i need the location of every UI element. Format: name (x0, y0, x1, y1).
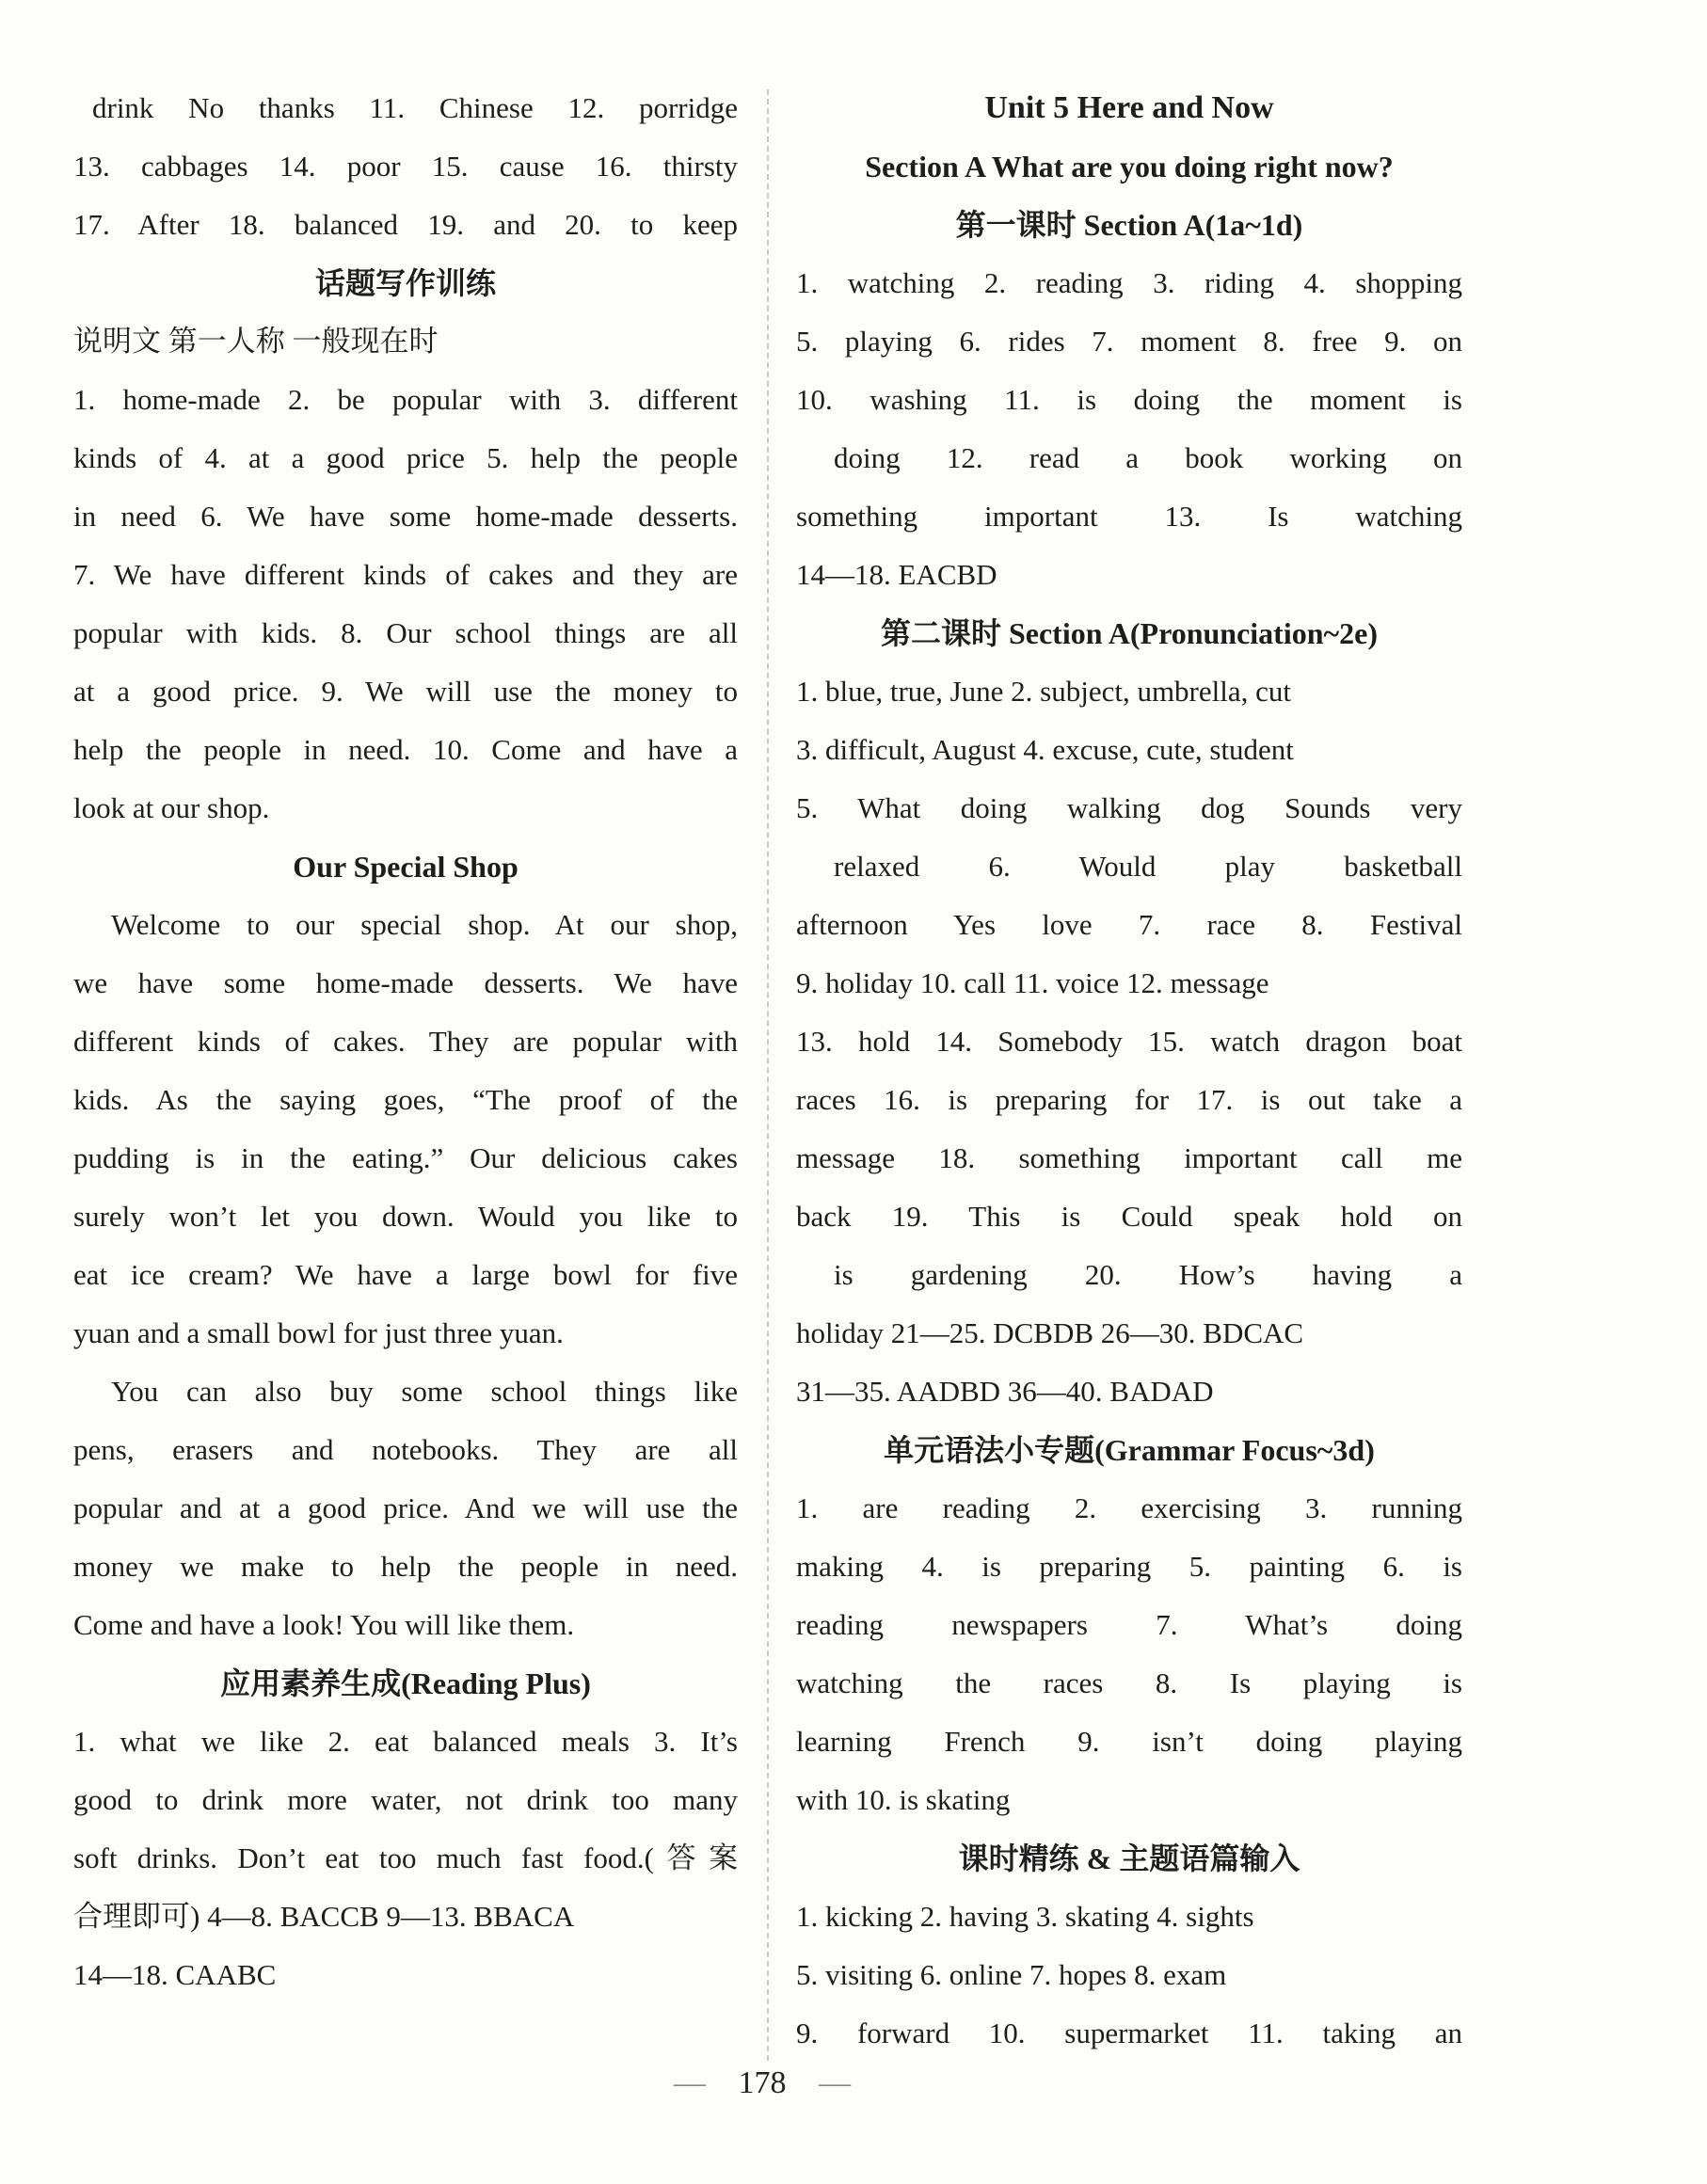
left-line: good to drink more water, not drink too many (73, 1783, 738, 1816)
left-line: 应用素养生成(Reading Plus) (220, 1666, 591, 1700)
left-line: kinds of 4. at a good price 5. help the people (73, 441, 738, 474)
right-line: 第一课时 Section A(1a~1d) (955, 208, 1303, 242)
left-line: look at our shop. (73, 791, 270, 824)
right-line: 9. forward 10. supermarket 11. taking an (796, 2017, 1462, 2049)
left-line: different kinds of cakes. They are popular with (73, 1025, 738, 1058)
left-line: in need 6. We have some home-made desserts. (73, 500, 738, 533)
left-line: popular and at a good price. And we will use the (73, 1491, 738, 1524)
left-line: money we make to help the people in need. (73, 1550, 738, 1583)
right-line: something important 13. Is watching (796, 500, 1462, 533)
left-line: 7. We have different kinds of cakes and they are (73, 558, 738, 591)
right-line: making 4. is preparing 5. painting 6. is (796, 1550, 1462, 1583)
right-line: 5. playing 6. rides 7. moment 8. free 9. on (796, 325, 1462, 358)
right-line: 1. watching 2. reading 3. riding 4. shopping (796, 266, 1462, 299)
right-line: 5. visiting 6. online 7. hopes 8. exam (796, 1958, 1227, 1991)
left-line: we have some home-made desserts. We have (73, 966, 738, 999)
page-number: 178 (738, 2065, 787, 2100)
left-line: 17. After 18. balanced 19. and 20. to keep (73, 208, 738, 241)
footer-dash-right: — (819, 2065, 851, 2100)
left-line: 合理即可) 4—8. BACCB 9—13. BBACA (73, 1900, 575, 1933)
right-line: 13. hold 14. Somebody 15. watch dragon boat (796, 1025, 1462, 1058)
left-line: drink No thanks 11. Chinese 12. porridge (92, 91, 738, 124)
left-line: eat ice cream? We have a large bowl for five (73, 1258, 738, 1291)
right-line: 第二课时 Section A(Pronunciation~2e) (880, 616, 1379, 650)
left-column (73, 79, 738, 2004)
right-line: 课时精练 & 主题语篇输入 (958, 1841, 1300, 1875)
right-line: reading newspapers 7. What’s doing (796, 1608, 1462, 1641)
left-line: 话题写作训练 (314, 266, 496, 300)
left-line: Welcome to our special shop. At our shop, (111, 908, 738, 941)
right-line: 单元语法小专题(Grammar Focus~3d) (884, 1433, 1375, 1467)
right-line: 1. are reading 2. exercising 3. running (796, 1491, 1462, 1524)
left-line: help the people in need. 10. Come and have a (73, 733, 738, 766)
right-line: Unit 5 Here and Now (984, 90, 1274, 125)
left-line: surely won’t let you down. Would you like to (73, 1200, 738, 1233)
right-line: afternoon Yes love 7. race 8. Festival (796, 908, 1462, 941)
left-line: yuan and a small bowl for just three yuan. (73, 1316, 564, 1349)
left-line: pens, erasers and notebooks. They are all (73, 1433, 738, 1466)
right-line: back 19. This is Could speak hold on (796, 1200, 1462, 1233)
left-line: popular with kids. 8. Our school things are all (73, 616, 738, 649)
right-line: message 18. something important call me (796, 1141, 1462, 1174)
right-line: 3. difficult, August 4. excuse, cute, student (796, 733, 1294, 766)
right-line: 10. washing 11. is doing the moment is (796, 383, 1462, 416)
left-line: 说明文 第一人称 一般现在时 (73, 325, 439, 358)
left-line: Our Special Shop (293, 850, 518, 884)
left-line: 14—18. CAABC (73, 1958, 277, 1991)
right-line: races 16. is preparing for 17. is out take a (796, 1083, 1462, 1116)
column-divider (767, 89, 769, 2061)
footer-dash-left: — (674, 2065, 706, 2100)
left-line: 1. home-made 2. be popular with 3. different (73, 383, 738, 416)
right-line: 9. holiday 10. call 11. voice 12. message (796, 966, 1269, 999)
right-line: 14—18. EACBD (796, 558, 997, 591)
right-line: 1. blue, true, June 2. subject, umbrella, cut (796, 675, 1292, 708)
right-line: holiday 21—25. DCBDB 26—30. BDCAC (796, 1316, 1304, 1349)
left-line: at a good price. 9. We will use the money to (73, 675, 738, 708)
left-line: pudding is in the eating.” Our delicious cakes (73, 1141, 738, 1174)
right-line: is gardening 20. How’s having a (834, 1258, 1462, 1291)
left-line: 1. what we like 2. eat balanced meals 3. It’s (73, 1725, 738, 1758)
right-column (796, 79, 1462, 2063)
right-line: Section A What are you doing right now? (865, 150, 1394, 183)
right-line: 5. What doing walking dog Sounds very (796, 791, 1462, 824)
page-footer (0, 2065, 1524, 2101)
right-line: 31—35. AADBD 36—40. BADAD (796, 1375, 1214, 1408)
right-line: with 10. is skating (796, 1783, 1011, 1816)
left-line: kids. As the saying goes, “The proof of the (73, 1083, 738, 1116)
right-line: relaxed 6. Would play basketball (834, 850, 1462, 883)
right-line: learning French 9. isn’t doing playing (796, 1725, 1462, 1758)
right-line: doing 12. read a book working on (834, 441, 1462, 474)
left-line: soft drinks. Don’t eat too much fast food.(答案 (73, 1841, 738, 1874)
right-line: 1. kicking 2. having 3. skating 4. sights (796, 1900, 1254, 1933)
left-line: You can also buy some school things like (111, 1375, 738, 1408)
left-line: 13. cabbages 14. poor 15. cause 16. thirsty (73, 150, 738, 183)
right-line: watching the races 8. Is playing is (796, 1666, 1462, 1699)
left-line: Come and have a look! You will like them. (73, 1608, 575, 1641)
